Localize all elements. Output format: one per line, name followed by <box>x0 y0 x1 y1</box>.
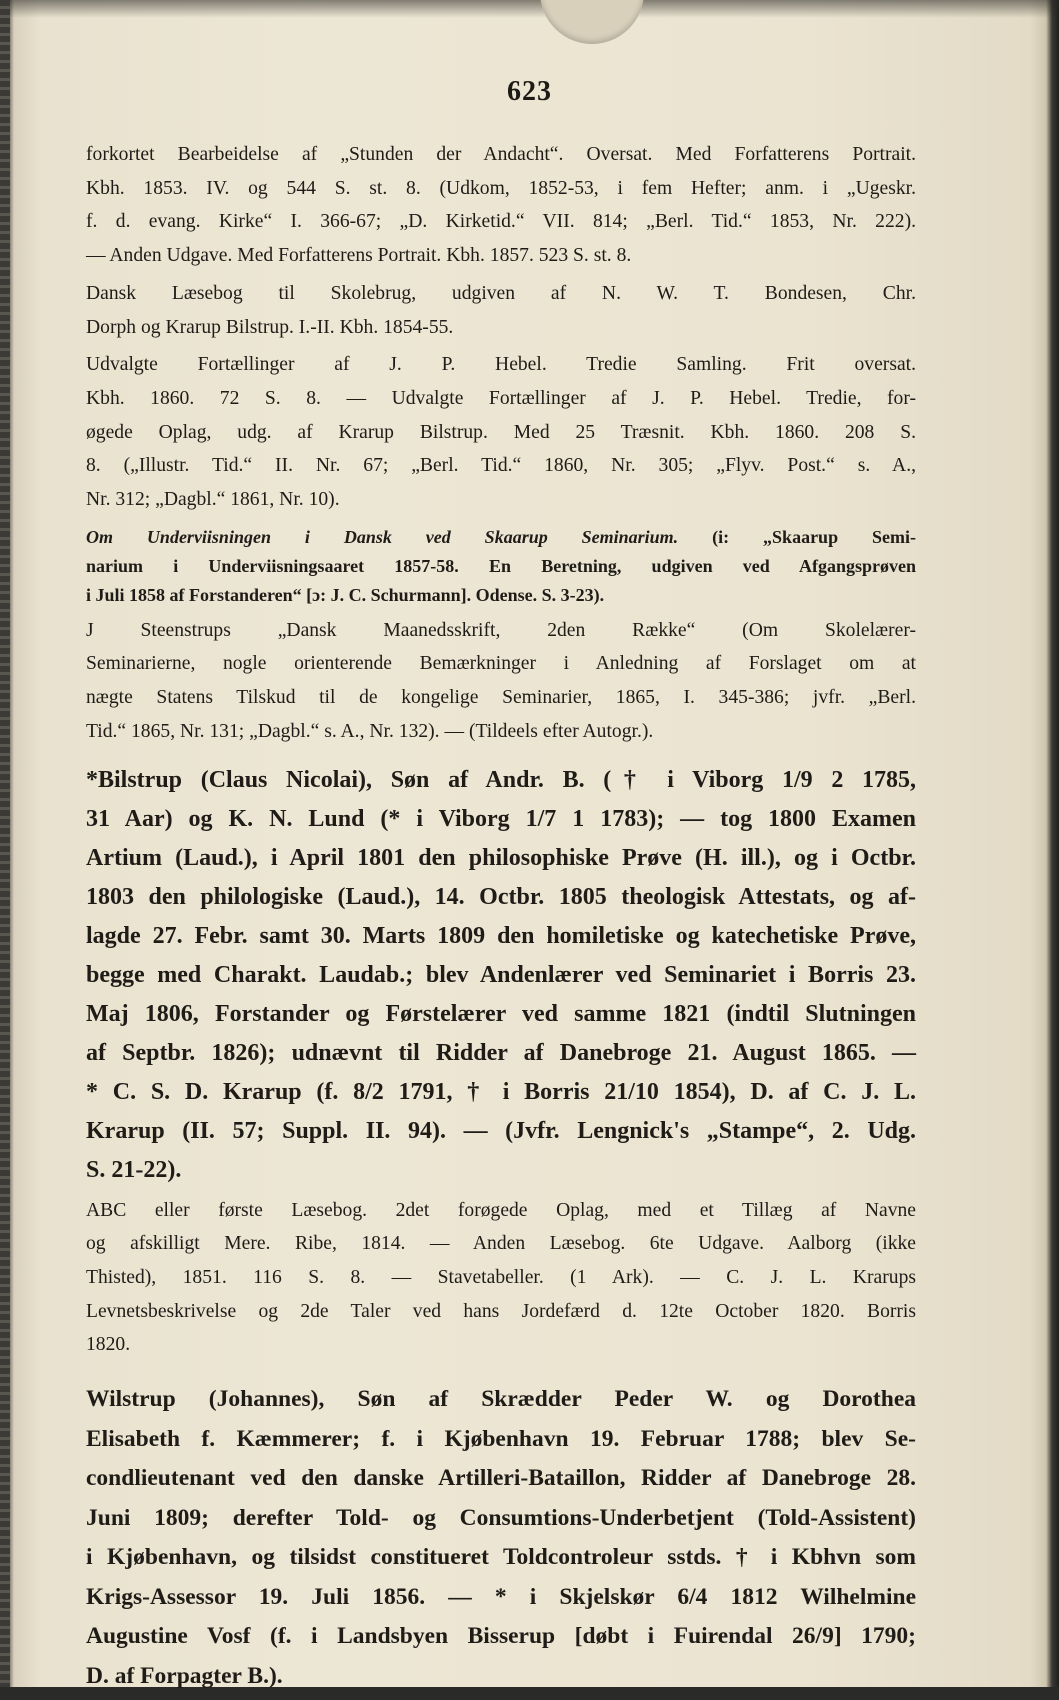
text-line <box>86 523 916 552</box>
text-line: lagde 27. Febr. samt 30. Marts 1809 den homiletiske og katechetiske Prøve, <box>86 922 916 949</box>
text-line: 1820. <box>86 1334 131 1356</box>
text-line: Dorph og Krarup Bilstrup. I.-II. Kbh. 1854-55. <box>86 316 454 338</box>
entry-wilstrup <box>86 1380 916 1696</box>
paragraph-underviisning <box>86 523 916 610</box>
text-line: Kbh. 1853. IV. og 544 S. st. 8. (Udkom, 1852-53, i fem Hefter; anm. i „Ugeskr. <box>86 177 916 199</box>
paragraph-hebel <box>86 348 916 517</box>
text-line: Elisabeth f. Kæmmerer; f. i Kjøbenhavn 19. Februar 1788; blev Se- <box>86 1425 916 1452</box>
text-line: Juni 1809; derefter Told- og Consumtions-Underbetjent (Told-Assistent) <box>86 1504 916 1531</box>
text-line: Maj 1806, Forstander og Førstelærer ved samme 1821 (indtil Slutningen <box>86 1000 916 1027</box>
text-line: 1803 den philologiske (Laud.), 14. Octbr. 1805 theologisk Attestats, og af- <box>86 883 916 910</box>
text-line: af Septbr. 1826); udnævnt til Ridder af Danebroge 21. August 1865. — <box>86 1039 916 1066</box>
text-line: Levnetsbeskrivelse og 2de Taler ved hans Jordefærd d. 12te October 1820. Borris <box>86 1300 916 1322</box>
text-line: * C. S. D. Krarup (f. 8/2 1791, † i Borris 21/10 1854), D. af C. J. L. <box>86 1078 916 1105</box>
italic-title: Om Underviisningen i Dansk ved Skaarup Seminarium. <box>86 526 679 547</box>
text-line: Nr. 312; „Dagbl.“ 1861, Nr. 10). <box>86 489 340 511</box>
page-body <box>86 138 916 1700</box>
text-line: Krigs-Assessor 19. Juli 1856. — * i Skjelskør 6/4 1812 Wilhelmine <box>86 1583 916 1610</box>
text-line: 8. („Illustr. Tid.“ II. Nr. 67; „Berl. Tid.“ 1860, Nr. 305; „Flyv. Post.“ s. A., <box>86 455 916 477</box>
text-line: f. d. evang. Kirke“ I. 366-67; „D. Kirketid.“ VII. 814; „Berl. Tid.“ 1853, Nr. 222). <box>86 211 916 233</box>
text-line: J Steenstrups „Dansk Maanedsskrift, 2den Række“ (Om Skolelærer- <box>86 619 916 641</box>
text-line: Augustine Vosf (f. i Landsbyen Bisserup [døbt i Fuirendal 26/9] 1790; <box>86 1623 916 1650</box>
paragraph-abc <box>86 1194 916 1363</box>
text-line: i Kjøbenhavn, og tilsidst constitueret Toldcontroleur sstds. † i Kbhvn som <box>86 1544 916 1571</box>
text-line: ABC eller første Læsebog. 2det forøgede Oplag, med et Tillæg af Navne <box>86 1199 916 1221</box>
text-line: begge med Charakt. Laudab.; blev Andenlærer ved Seminariet i Borris 23. <box>86 961 916 988</box>
text-line: narium i Underviisningsaaret 1857-58. En Beretning, udgiven ved Afgangsprøven <box>86 555 916 576</box>
paragraph-steenstrup <box>86 614 916 749</box>
text-line: S. 21-22). <box>86 1156 182 1183</box>
text-line: condlieutenant ved den danske Artilleri-Bataillon, Ridder af Danebroge 28. <box>86 1465 916 1492</box>
text-line: Seminarierne, nogle orienterende Bemærkninger i Anledning af Forslaget om at <box>86 653 916 675</box>
text-line: 31 Aar) og K. N. Lund (* i Viborg 1/7 1 1783); — tog 1800 Examen <box>86 805 916 832</box>
gutter-show-through <box>2 140 16 960</box>
text-line: Krarup (II. 57; Suppl. II. 94). — (Jvfr. Lengnick's „Stampe“, 2. Udg. <box>86 1117 916 1144</box>
entry-bilstrup <box>86 761 916 1190</box>
paragraph-laesebog <box>86 277 916 344</box>
text-line: Thisted), 1851. 116 S. 8. — Stavetabeller. (1 Ark). — C. J. L. Krarups <box>86 1266 916 1288</box>
page-number: 623 <box>507 76 552 107</box>
paragraph-bearbeidelse <box>86 138 916 273</box>
text-line: Tid.“ 1865, Nr. 131; „Dagbl.“ s. A., Nr. 132). — (Tildeels efter Autogr.). <box>86 720 654 742</box>
text-line: — Anden Udgave. Med Forfatterens Portrait. Kbh. 1857. 523 S. st. 8. <box>86 245 632 267</box>
text-line: og afskilligt Mere. Ribe, 1814. — Anden Læsebog. 6te Udgave. Aalborg (ikke <box>86 1233 916 1255</box>
text-line: D. af Forpagter B.). <box>86 1662 283 1689</box>
text-line: Kbh. 1860. 72 S. 8. — Udvalgte Fortællinger af J. P. Hebel. Tredie, for- <box>86 387 916 409</box>
text-line: Wilstrup (Johannes), Søn af Skrædder Peder W. og Dorothea <box>86 1386 916 1413</box>
text-line: Artium (Laud.), i April 1801 den philosophiske Prøve (H. ill.), og i Octbr. <box>86 844 916 871</box>
text-line: forkortet Bearbeidelse af „Stunden der Andacht“. Oversat. Med Forfatterens Portrait. <box>86 144 916 165</box>
text-line: Dansk Læsebog til Skolebrug, udgiven af N. W. T. Bondesen, Chr. <box>86 282 916 304</box>
page-top-shadow <box>0 0 1059 18</box>
text-line: øgede Oplag, udg. af Krarup Bilstrup. Med 25 Træsnit. Kbh. 1860. 208 S. <box>86 421 916 443</box>
text-line: nægte Statens Tilskud til de kongelige Seminarier, 1865, I. 345-386; jvfr. „Berl. <box>86 687 916 709</box>
text-line: *Bilstrup (Claus Nicolai), Søn af Andr. B. († i Viborg 1/9 2 1785, <box>86 766 916 793</box>
text-fragment: (i: „Skaarup Semi- <box>678 526 917 547</box>
text-line: i Juli 1858 af Forstanderen“ [ɔ: J. C. Schurmann]. Odense. S. 3-23). <box>86 584 605 605</box>
text-line: Udvalgte Fortællinger af J. P. Hebel. Tredie Samling. Frit oversat. <box>86 354 916 376</box>
